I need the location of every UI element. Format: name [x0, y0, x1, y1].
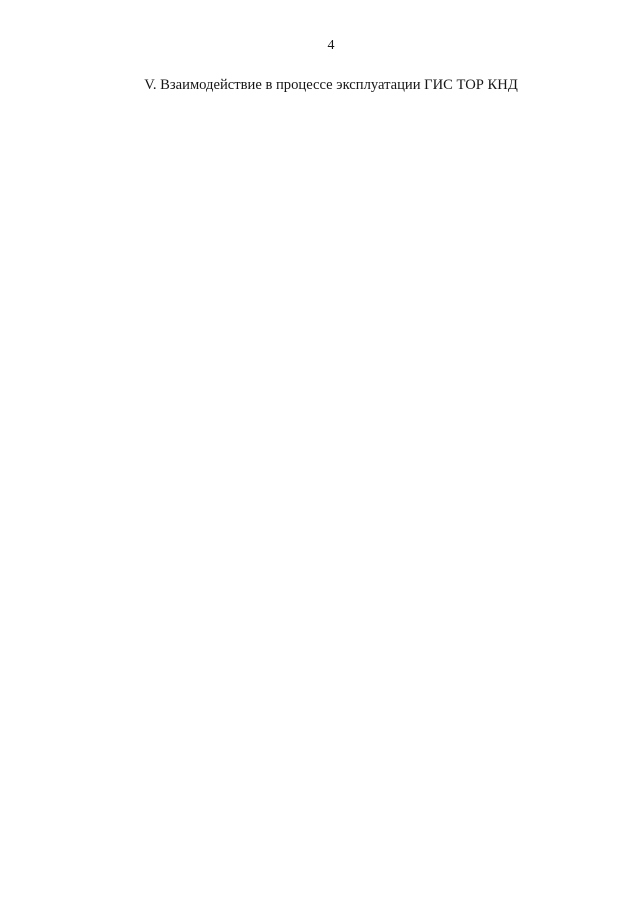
document-body	[92, 76, 570, 94]
page-number: 4	[327, 38, 335, 53]
section-heading: V. Взаимодействие в процессе эксплуатации ГИС ТОР КНД	[144, 77, 518, 93]
